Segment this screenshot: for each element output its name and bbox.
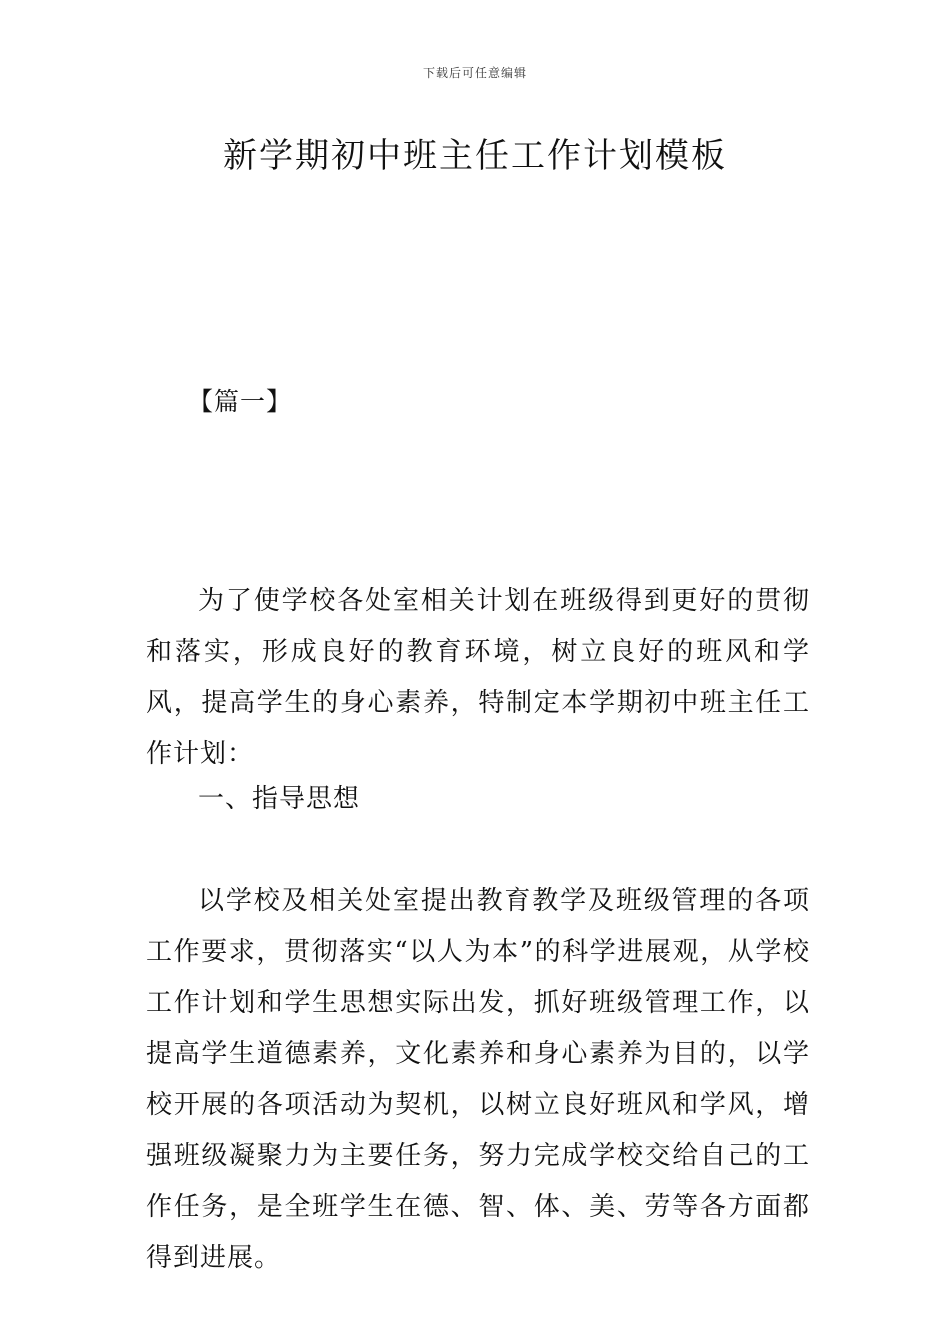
body-paragraph: 以学校及相关处室提出教育教学及班级管理的各项工作要求，贯彻落实“以人为本”的科学进展观，从学校工作计划和学生思想实际出发，抓好班级管理工作，以提高学生道德素养，文化素养和身心素养为目的，以学校开展的各项活动为契机，以树立良好班风和学风，增强班级凝聚力为主要任务，努力完成学校交给自己的工作任务，是全班学生在德、智、体、美、劳等各方面都得到进展。 xyxy=(146,886,810,1273)
document-title: 新学期初中班主任工作计划模板 xyxy=(223,136,727,176)
intro-paragraph: 为了使学校各处室相关计划在班级得到更好的贯彻和落实，形成良好的教育环境，树立良好的班风和学风，提高学生的身心素养，特制定本学期初中班主任工作计划： xyxy=(146,586,810,769)
section-marker: 【篇一】 xyxy=(188,387,293,416)
header-note: 下载后可任意编辑 xyxy=(422,66,527,80)
section-heading: 一、指导思想 xyxy=(198,784,361,814)
